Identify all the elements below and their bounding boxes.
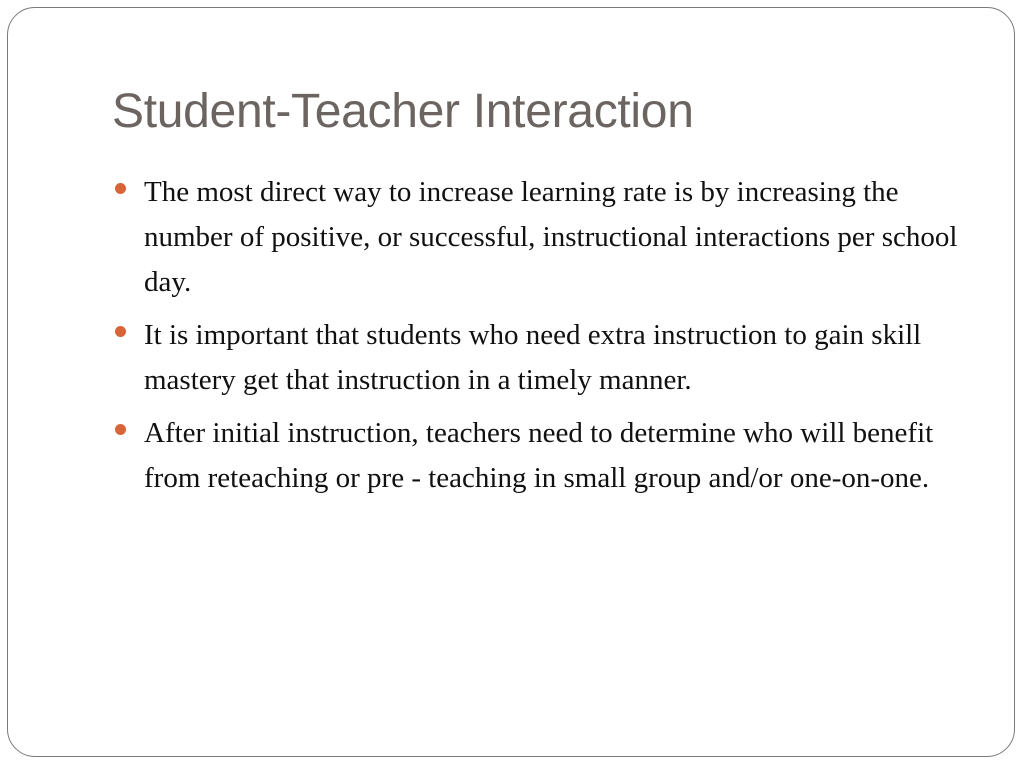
bullet-dot-icon <box>115 326 126 337</box>
bullet-item <box>113 313 973 403</box>
bullet-text: It is important that students who need extra instruction to gain skill mastery get that instruction in a timely manner. <box>144 319 922 396</box>
bullet-text: After initial instruction, teachers need to determine who will benefit from reteaching or pre - teaching in small group and/or one-on-one. <box>144 417 934 494</box>
bullet-item <box>113 411 973 501</box>
bullet-list <box>113 170 973 509</box>
bullet-dot-icon <box>115 424 126 435</box>
bullet-text: The most direct way to increase learning rate is by increasing the number of positive, or successful, instructional interactions per school day. <box>144 176 958 298</box>
bullet-dot-icon <box>115 183 126 194</box>
slide-title: Student-Teacher Interaction <box>112 85 694 138</box>
bullet-item <box>113 170 973 305</box>
